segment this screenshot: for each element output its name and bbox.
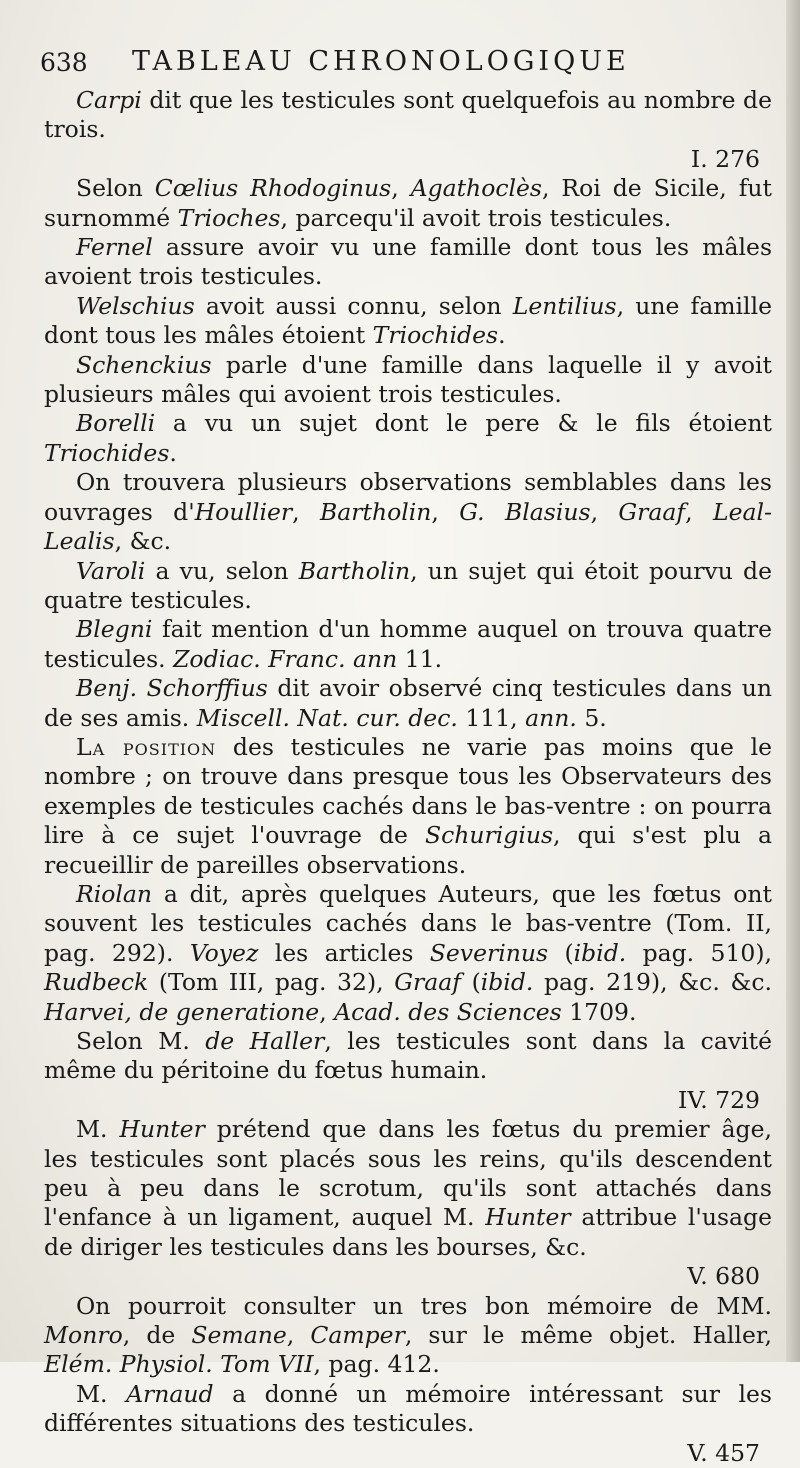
text-run: , &c. (114, 527, 172, 556)
text-run: , les testicules sont dans la cavité même du péritoine du fœtus humain. (44, 1027, 772, 1085)
italic-text: ibid. (480, 968, 534, 997)
page-header (40, 44, 780, 84)
italic-text: Elém. Physiol. Tom (44, 1350, 271, 1379)
italic-text: Hunter (485, 1203, 571, 1232)
text-run: parle d'une famille dans laquelle il y avoit plusieurs mâles qui avoient trois testicules. (44, 350, 772, 409)
paragraph (44, 733, 772, 880)
text-run: , (319, 997, 335, 1026)
italic-text: Graaf (618, 497, 686, 526)
text-run: , sur le même objet. Haller, (404, 1321, 772, 1350)
text-run: ( (548, 938, 574, 967)
text-run: , (590, 497, 619, 526)
italic-text: de Haller (205, 1027, 325, 1055)
running-title: TABLEAU CHRONOLOGIQUE (132, 46, 630, 77)
text-run: a vu un sujet dont le pere & le fils étoient (155, 409, 772, 438)
text-run: , de (122, 1321, 192, 1350)
italic-text: ann. (525, 703, 577, 732)
italic-text: Monro (44, 1321, 123, 1350)
text-run: , parcequ'il avoit trois testicules. (280, 203, 672, 232)
italic-text: Harvei, de generatione (44, 997, 320, 1026)
italic-text: Welschius (76, 291, 195, 320)
paragraph (44, 1115, 772, 1291)
italic-text: Rudbeck (44, 968, 149, 997)
italic-text: Voyez (189, 938, 259, 967)
paragraph (44, 468, 772, 556)
italic-text: Lentilius (512, 291, 617, 320)
text-run: , (286, 1321, 311, 1350)
volume-reference: V. 457 (687, 1438, 760, 1467)
italic-text: Agathoclès (410, 174, 542, 203)
italic-text: Trioches (177, 203, 281, 232)
text-run: , (431, 497, 460, 526)
italic-text: Leal-Lealis (44, 497, 772, 556)
italic-text: Graaf (394, 968, 461, 997)
volume-reference: V. 680 (687, 1262, 760, 1291)
text-run: , (292, 497, 320, 526)
page-number: 638 (40, 48, 88, 77)
text-run: , Roi de Sicile, fut surnommé (44, 174, 772, 232)
paragraph (44, 1380, 772, 1468)
text-run: des testicules ne varie pas moins que le nombre ; on trouve dans presque tous les Observateurs des exemples de testicules cachés dans le bas-ventre : on pourra lire à ce sujet l'ouvrage de (44, 732, 773, 850)
paragraph (44, 292, 772, 351)
text-run (271, 1350, 278, 1378)
page-edge (786, 0, 800, 1362)
italic-text: Schenckius (76, 350, 212, 379)
text-run: On trouvera plusieurs observations semblables dans les ouvrages d' (44, 468, 772, 526)
paragraph (44, 1292, 772, 1380)
text-run: a dit, après quelques Auteurs, que les fœtus ont souvent les testicules cachés dans le bas-ventre (Tom. II, pag. 292). (44, 879, 772, 967)
text-run: dit avoir observé cinq testicules dans un de ses amis. (44, 674, 772, 732)
text-run: pag. 219), &c. &c. (533, 968, 772, 997)
italic-text: Schurigius (425, 821, 554, 850)
text-run: Selon M. (76, 1027, 206, 1055)
paragraph (44, 880, 772, 1027)
paragraph (44, 1027, 772, 1115)
italic-text: G. Blasius (459, 497, 591, 526)
text-run: pag. 510), (626, 938, 773, 967)
text-run: dit que les testicules sont quelquefois au nombre de trois. (44, 86, 772, 144)
paragraph (44, 615, 772, 674)
text-run: 11. (397, 644, 443, 673)
text-run: a donné un mémoire intéressant sur les différentes situations des testicules. (44, 1379, 772, 1438)
text-run: , (391, 174, 411, 203)
text-run: (Tom III, pag. 32), (148, 968, 395, 997)
text-run: ( (460, 968, 481, 997)
text-run: . (169, 438, 177, 467)
italic-text: Houllier (194, 497, 293, 526)
italic-text: Zodiac. Franc. ann (173, 644, 398, 673)
text-run: , (685, 497, 713, 526)
text-run: assure avoir vu une famille dont tous les mâles avoient trois testicules. (44, 233, 772, 291)
italic-text: Cœlius Rhodoginus (154, 174, 392, 203)
text-run: M. (76, 1115, 120, 1144)
text-run: La position (76, 732, 217, 761)
italic-text: Borelli (76, 409, 156, 438)
italic-text: Fernel (76, 233, 153, 262)
italic-text: Bartholin (319, 497, 432, 526)
text-run: les articles (258, 938, 430, 967)
italic-text: Camper (310, 1321, 405, 1350)
italic-text: Carpi (76, 86, 142, 114)
text-run: avoit aussi connu, selon (194, 291, 513, 320)
italic-text: Hunter (119, 1115, 205, 1144)
italic-text: Benj. Schorffius (76, 674, 268, 703)
paragraph (44, 233, 772, 292)
body-text (44, 86, 772, 1468)
italic-text: Miscell. Nat. cur. dec. (196, 703, 458, 732)
italic-text: Semane (191, 1321, 287, 1350)
text-run: 5. (576, 703, 607, 732)
text-run: , pag. 412. (313, 1350, 440, 1379)
italic-text: Triochides (372, 321, 499, 350)
italic-text: VII (277, 1350, 314, 1379)
italic-text: ibid. (573, 938, 627, 967)
paragraph (44, 409, 772, 468)
volume-reference: I. 276 (690, 144, 760, 173)
italic-text: Severinus (429, 938, 549, 967)
text-run: , une famille dont tous les mâles étoient (44, 291, 772, 350)
text-run: Selon (76, 174, 155, 203)
text-run: M. (76, 1379, 127, 1408)
text-run: , un sujet qui étoit pourvu de quatre testicules. (44, 556, 772, 614)
text-run: 111, (457, 703, 526, 732)
italic-text: Arnaud (126, 1379, 214, 1408)
italic-text: Riolan (76, 879, 153, 908)
text-run: fait mention d'un homme auquel on trouva quatre testicules. (44, 615, 772, 673)
text-run: , qui s'est plu a recueillir de pareilles observations. (44, 821, 772, 879)
text-run: a vu, selon (145, 556, 299, 585)
italic-text: Blegni (76, 615, 153, 644)
paragraph (44, 557, 772, 616)
italic-text: Bartholin (298, 556, 411, 585)
text-run: attribue l'usage de diriger les testicules dans les bourses, &c. (44, 1203, 772, 1261)
italic-text: Acad. des Sciences (334, 997, 562, 1026)
paragraph (44, 351, 772, 410)
paragraph (44, 174, 772, 233)
paragraph (44, 86, 772, 174)
text-run: prétend que dans les fœtus du premier âge, les testicules sont placés sous les reins, qu'ils descendent peu à peu dans le scrotum, qu'ils sont attachés dans l'enfance à un ligament, auquel M. (44, 1115, 772, 1232)
text-run: 1709. (561, 997, 637, 1026)
italic-text: Triochides (44, 438, 170, 467)
text-run: . (498, 321, 506, 350)
text-run: On pourroit consulter un tres bon mémoire de MM. (76, 1291, 772, 1320)
paragraph (44, 674, 772, 733)
italic-text: Varoli (76, 556, 146, 585)
volume-reference: IV. 729 (678, 1085, 760, 1114)
